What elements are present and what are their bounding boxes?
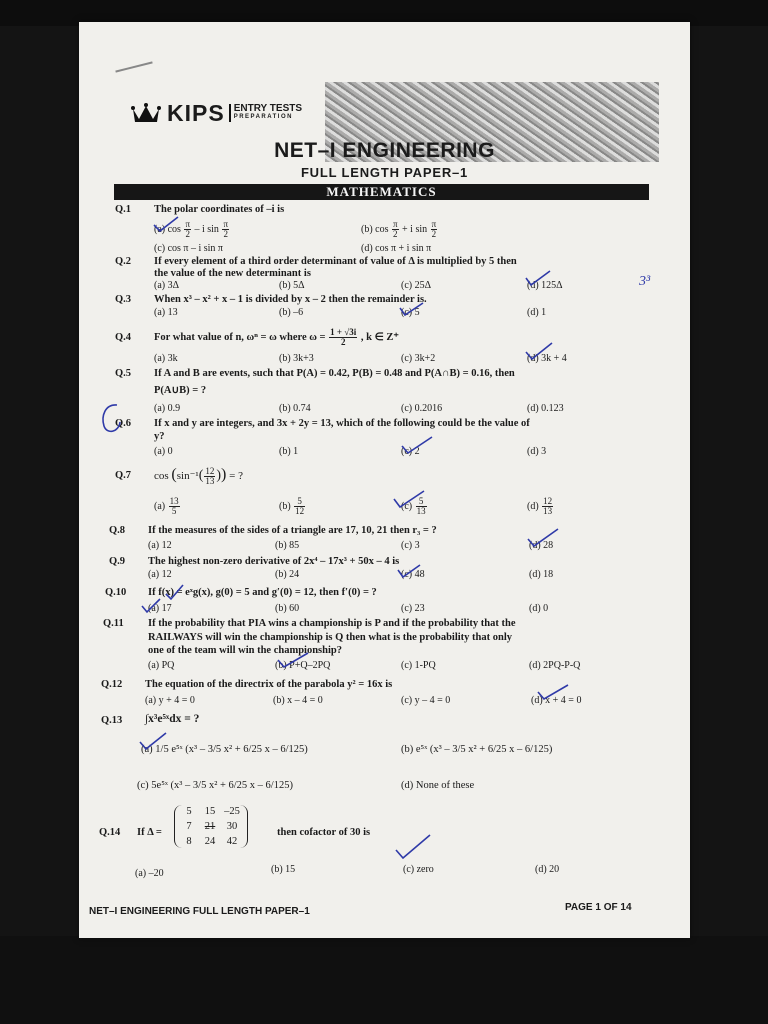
- q13-option-c: (c) 5e⁵ˣ (x³ – 3/5 x² + 6/25 x – 6/125): [137, 780, 293, 791]
- q5-number: Q.5: [115, 368, 132, 379]
- q11-text-line3: one of the team will win the championship?: [148, 645, 342, 656]
- q8-option-d: (d) 28: [529, 540, 554, 551]
- q5-option-a: (a) 0.9: [154, 403, 181, 414]
- footer-page-number: PAGE 1 OF 14: [565, 902, 632, 913]
- q7-option-d: (d) $\frac{12}{13}$: [527, 496, 553, 517]
- footer-paper-name: NET–I ENGINEERING FULL LENGTH PAPER–1: [89, 906, 310, 917]
- q14-text-pre: If Δ =: [137, 827, 162, 838]
- q14-text-post: then cofactor of 30 is: [277, 827, 371, 838]
- q2-text-line1: If every element of a third order determinant of value of Δ is multiplied by 5 then: [154, 256, 517, 267]
- q4-option-b: (b) 3k+3: [279, 353, 314, 364]
- q10-option-d: (d) 0: [529, 603, 549, 614]
- q1-option-c: (c) cos π – i sin π: [154, 243, 223, 254]
- q5-option-c: (c) 0.2016: [401, 403, 443, 414]
- matrix-cell: 30: [226, 821, 238, 832]
- matrix-cell: 21: [204, 821, 216, 832]
- tick-mark-q14: [393, 832, 433, 860]
- q14-option-b: (b) 15: [271, 864, 296, 875]
- matrix-cell: 7: [186, 821, 192, 832]
- q6-option-b: (b) 1: [279, 446, 299, 457]
- q5-text-line1: If A and B are events, such that P(A) = 0.42, P(B) = 0.48 and P(A∩B) = 0.16, then: [154, 368, 515, 379]
- q12-option-b: (b) x – 4 = 0: [273, 695, 323, 706]
- q4-text: For what value of n, ωⁿ = ω where ω = $\frac{1 + √3i}{2}$ , k ∈ Z⁺: [154, 327, 399, 348]
- matrix-cell: 24: [204, 836, 216, 847]
- q1-option-a: (a) cos $\frac{\pi}{2}$ – i sin $\frac{\pi}{2}$: [154, 219, 228, 239]
- q12-option-a: (a) y + 4 = 0: [145, 695, 195, 706]
- q11-option-a: (a) PQ: [148, 660, 175, 671]
- q2-option-b: (b) 5Δ: [279, 280, 305, 291]
- q7-option-c: (c) $\frac{5}{13}$: [401, 496, 426, 517]
- q2-text-line2: the value of the new determinant is: [154, 268, 311, 279]
- q14-option-d: (d) 20: [535, 864, 560, 875]
- q12-text: The equation of the directrix of the parabola y² = 16x is: [145, 679, 393, 690]
- q2-option-d: (d) 125Δ: [527, 280, 563, 291]
- exam-paper: [79, 22, 690, 938]
- q5-option-d: (d) 0.123: [527, 403, 564, 414]
- q5-option-b: (b) 0.74: [279, 403, 311, 414]
- bottom-background: [0, 936, 768, 1024]
- q4-option-a: (a) 3k: [154, 353, 178, 364]
- q4-option-c: (c) 3k+2: [401, 353, 436, 364]
- q6-text-line2: y?: [154, 431, 165, 442]
- q6-option-a: (a) 0: [154, 446, 173, 457]
- q9-option-a: (a) 12: [148, 569, 172, 580]
- subject-bar: MATHEMATICS: [114, 184, 649, 200]
- matrix-cell: 8: [186, 836, 192, 847]
- q4-number: Q.4: [115, 332, 132, 343]
- matrix-cell: 5: [186, 806, 192, 817]
- q13-option-b: (b) e⁵ˣ (x³ – 3/5 x² + 6/25 x – 6/125): [401, 744, 553, 755]
- q1-number: Q.1: [115, 204, 132, 215]
- q8-option-a: (a) 12: [148, 540, 172, 551]
- q9-option-c: (c) 48: [401, 569, 425, 580]
- q3-text: When x³ – x² + x – 1 is divided by x – 2 then the remainder is.: [154, 294, 427, 305]
- q12-option-c: (c) y – 4 = 0: [401, 695, 451, 706]
- q3-option-c: (c) 5: [401, 307, 420, 318]
- q8-option-c: (c) 3: [401, 540, 420, 551]
- q10-option-b: (b) 60: [275, 603, 300, 614]
- matrix-cell: 15: [204, 806, 216, 817]
- q10-option-a: (a) 17: [148, 603, 172, 614]
- q13-text: ∫x³e⁵ˣdx = ?: [145, 713, 200, 725]
- q14-number: Q.14: [99, 827, 121, 838]
- q7-option-b: (b) $\frac{5}{12}$: [279, 496, 305, 517]
- q2-number: Q.2: [115, 256, 132, 267]
- q13-option-a: (a) 1/5 e⁵ˣ (x³ – 3/5 x² + 6/25 x – 6/125): [141, 744, 308, 755]
- q13-number: Q.13: [101, 715, 123, 726]
- q9-option-b: (b) 24: [275, 569, 300, 580]
- brand-name: KIPS: [167, 99, 225, 126]
- crown-icon: [131, 101, 161, 125]
- q12-option-d: (d) x + 4 = 0: [531, 695, 582, 706]
- q14-option-c: (c) zero: [403, 864, 434, 875]
- q11-text-line1: If the probability that PIA wins a championship is P and if the probability that the: [148, 618, 516, 629]
- q9-option-d: (d) 18: [529, 569, 554, 580]
- q7-text: cos (sin⁻¹( $\frac{12}{13}$ )) = ?: [154, 465, 243, 486]
- q11-number: Q.11: [103, 618, 124, 629]
- q2-handwritten-note: 3³: [639, 274, 651, 289]
- q8-text: If the measures of the sides of a triangle are 17, 10, 21 then r₃ = ?: [148, 525, 437, 536]
- q4-option-d: (d) 3k + 4: [527, 353, 567, 364]
- q12-number: Q.12: [101, 679, 123, 690]
- q7-number: Q.7: [115, 470, 132, 481]
- paper-title: NET–I ENGINEERING: [274, 139, 495, 162]
- q14-option-a: (a) –20: [135, 868, 164, 879]
- q2-option-c: (c) 25Δ: [401, 280, 432, 291]
- q10-number: Q.10: [105, 587, 127, 598]
- q3-option-a: (a) 13: [154, 307, 178, 318]
- pen-mark: [115, 61, 152, 72]
- q11-text-line2: RAILWAYS will win the championship is Q then what is the probability that only: [148, 632, 512, 643]
- q11-option-c: (c) 1-PQ: [401, 660, 436, 671]
- q3-option-b: (b) –6: [279, 307, 304, 318]
- q9-text: The highest non-zero derivative of 2x⁴ – 17x³ + 50x – 4 is: [148, 556, 400, 567]
- q11-option-d: (d) 2PQ-P-Q: [529, 660, 581, 671]
- q8-option-b: (b) 85: [275, 540, 300, 551]
- matrix-cell: –25: [224, 806, 240, 817]
- q2-option-a: (a) 3Δ: [154, 280, 180, 291]
- q3-option-d: (d) 1: [527, 307, 547, 318]
- q6-number: Q.6: [115, 418, 132, 429]
- q6-option-c: (c) 2: [401, 446, 420, 457]
- q6-text-line1: If x and y are integers, and 3x + 2y = 13, which of the following could be the value of: [154, 418, 530, 429]
- q1-text: The polar coordinates of –i is: [154, 204, 285, 215]
- q1-option-b: (b) cos $\frac{\pi}{2}$ + i sin $\frac{\pi}{2}$: [361, 219, 437, 239]
- q11-option-b: (b) P+Q–2PQ: [275, 660, 331, 671]
- kips-logo: [131, 98, 302, 128]
- q13-option-d: (d) None of these: [401, 780, 475, 791]
- q10-option-c: (c) 23: [401, 603, 425, 614]
- q3-number: Q.3: [115, 294, 132, 305]
- brand-subtitle: ENTRY TESTS PREPARATION: [229, 104, 302, 122]
- q10-text: If f(x) = eˣg(x), g(0) = 5 and g′(0) = 12, then f′(0) = ?: [148, 587, 377, 598]
- q9-number: Q.9: [109, 556, 126, 567]
- matrix-cell: 42: [226, 836, 238, 847]
- q8-number: Q.8: [109, 525, 126, 536]
- q14-matrix: [174, 805, 248, 848]
- q7-option-a: (a) $\frac{13}{5}$: [154, 496, 179, 517]
- paper-subtitle: FULL LENGTH PAPER–1: [300, 165, 469, 180]
- q5-text-line2: P(A∪B) = ?: [154, 385, 207, 396]
- q6-option-d: (d) 3: [527, 446, 547, 457]
- q1-option-d: (d) cos π + i sin π: [361, 243, 432, 254]
